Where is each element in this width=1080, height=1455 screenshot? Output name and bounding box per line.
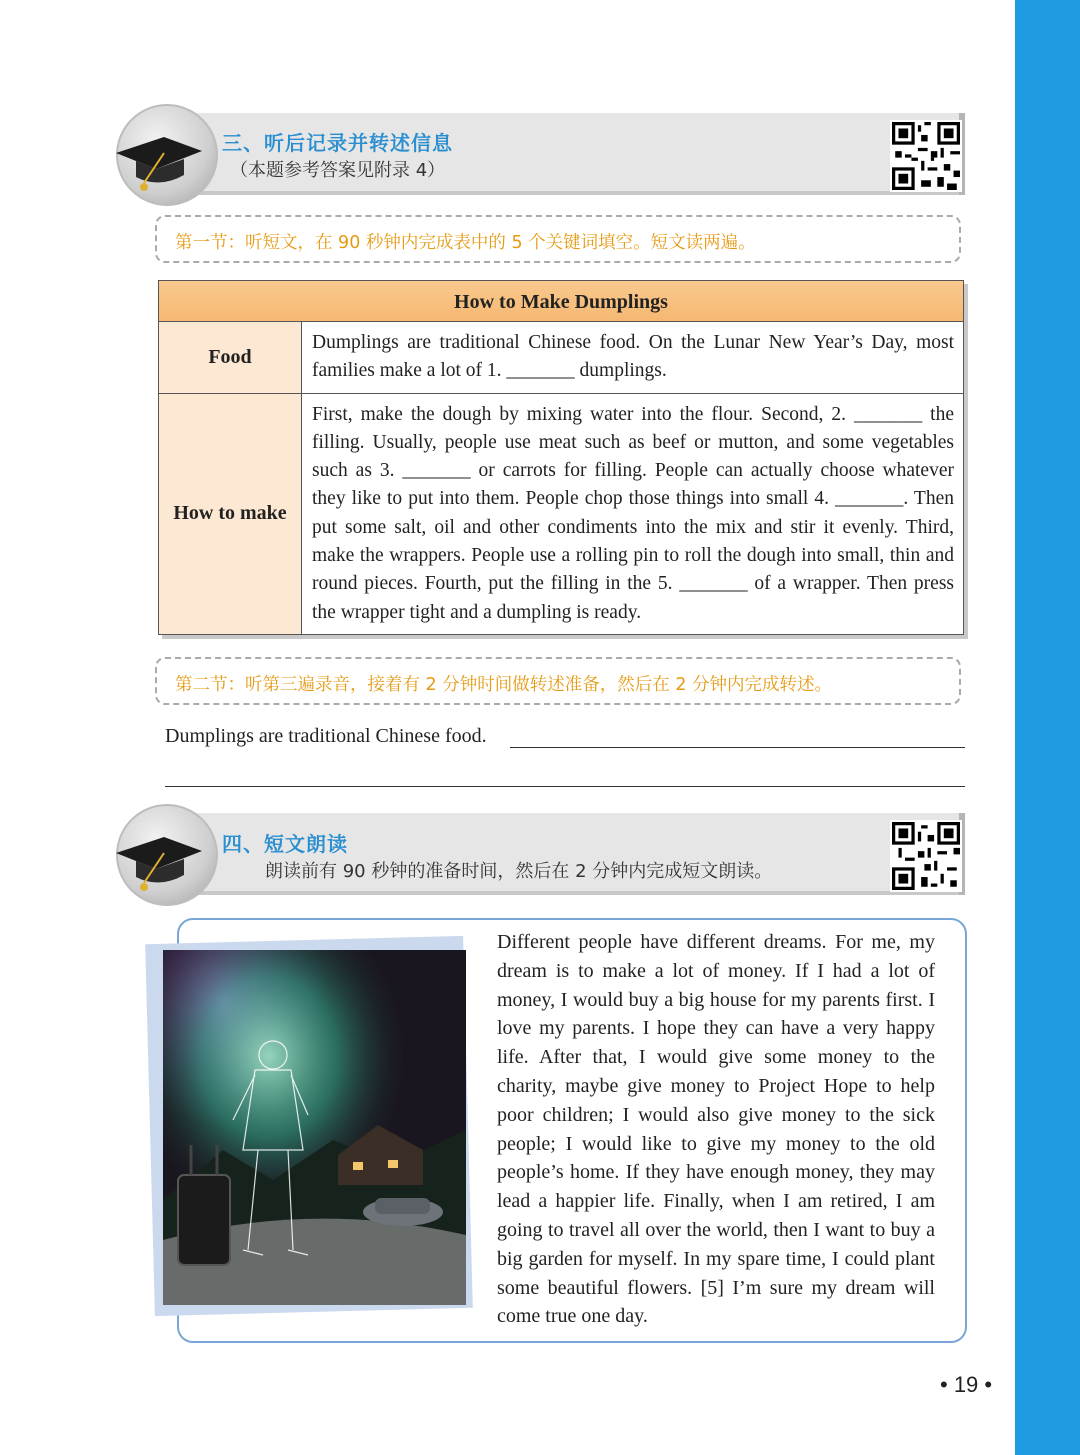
answer-line[interactable] <box>165 786 965 787</box>
part2-instruction: 第二节：听第三遍录音，接着有 2 分钟时间做转述准备，然后在 2 分钟内完成转述。 <box>155 657 961 705</box>
qr-code-icon[interactable] <box>890 820 962 892</box>
reading-passage: Different people have different dreams. For me, my dream is to make a lot of money. If I had a lot of money, I would buy a big house for my parents first. I love my parents. I hope they can have a very happy life. After that, I would give some money to the charity, maybe give money to Project Hope to help poor children; I would also give money to the sick people; I would like to give my money to the old people’s home. If they have enough money, they may lead a happier life. Finally, when I am retired, I am going to travel all over the world, then I want to buy a big garden for myself. In my spare time, I could plant some beautiful flowers. [5] I’m sure my dream will come true one day. <box>497 931 935 1328</box>
section3-title: 三、听后记录并转述信息 <box>222 131 453 155</box>
graduation-cap-icon <box>114 825 204 895</box>
retell-start-text: Dumplings are traditional Chinese food. <box>165 725 487 747</box>
table-row-how-to-make <box>159 394 963 634</box>
graduation-cap-icon <box>114 125 204 195</box>
section3-subtitle: （本题参考答案见附录 4） <box>230 160 446 181</box>
table-row-label: Food <box>159 322 302 393</box>
answer-line[interactable] <box>510 747 965 748</box>
aurora-illustration <box>163 950 466 1305</box>
section4-title: 四、短文朗读 <box>222 832 348 856</box>
table-row-text: First, make the dough by mixing water into the flour. Second, 2. _______ the filling. Usually, people use meat such as beef or mutton, and some vegetables such as 3. _______ or carrots for filling. People can actually choose whatever they like to put into them. People chop those things into small 4. _______. Then put some salt, oil and other condiments into the mix and stir it evenly. Third, make the wrappers. People use a rolling pin to roll the dough into small, thin and round pieces. Fourth, put the filling in the 5. _______ of a wrapper. Then press the wrapper tight and a dumpling is ready. <box>312 403 954 623</box>
table-title: How to Make Dumplings <box>159 281 963 322</box>
right-color-band <box>1015 0 1080 1455</box>
part1-instruction: 第一节：听短文，在 90 秒钟内完成表中的 5 个关键词填空。短文读两遍。 <box>155 215 961 263</box>
table-row-food <box>159 322 963 394</box>
qr-code-icon[interactable] <box>890 120 962 192</box>
table-row-text: Dumplings are traditional Chinese food. On the Lunar New Year’s Day, most families make a lot of 1. _______ dumplings. <box>312 332 954 382</box>
page-number: • 19 • <box>940 1372 993 1397</box>
dumplings-table <box>158 280 964 635</box>
table-row-label: How to make <box>159 394 302 634</box>
section4-subtitle: 朗读前有 90 秒钟的准备时间，然后在 2 分钟内完成短文朗读。 <box>265 861 773 882</box>
